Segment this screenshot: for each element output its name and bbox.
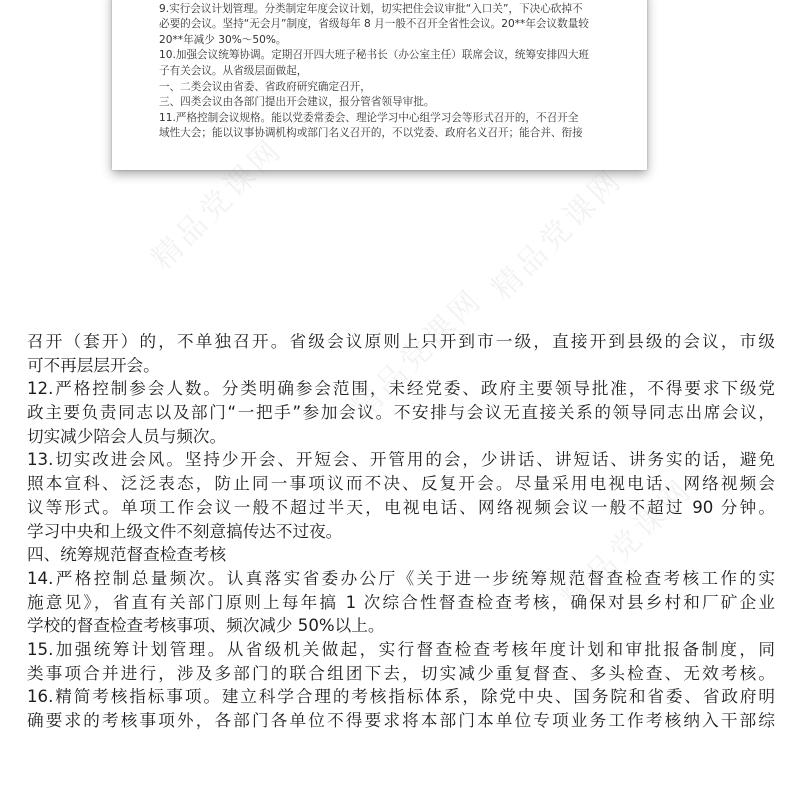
- preview-line: 一、二类会议由省委、省政府研究确定召开，: [159, 80, 371, 93]
- body-line: 政主要负责同志以及部门“一把手”参加会议。不安排与会议无直接关系的领导同志出席会议，: [27, 403, 775, 423]
- body-line: 议等形式。单项工作会议一般不超过半天，电视电话、网络视频会议一般不超过 90 分钟。: [27, 497, 775, 517]
- body-line: 14.严格控制总量频次。认真落实省委办公厅《关于进一步统筹规范督查检查考核工作的实: [27, 568, 775, 588]
- body-line: 12.严格控制参会人数。分类明确参会范围，未经党委、政府主要领导批准，不得要求下级党: [27, 379, 775, 399]
- body-line: 施意见》，省直有关部门原则上每年搞 1 次综合性督查检查考核，确保对县乡村和厂矿企业: [27, 592, 775, 612]
- preview-line: 必要的会议。坚持“无会月”制度，省级每年 8 月一般不召开全省性会议。20**年会议数量较: [159, 18, 589, 31]
- body-line: 15.加强统筹计划管理。从省级机关做起，实行督查检查考核年度计划和审批报备制度，同: [27, 639, 775, 659]
- body-line: 照本宣科、泛泛表态，防止同一事项议而不决、反复开会。尽量采用电视电话、网络视频会: [27, 474, 775, 494]
- section-heading: 四、统筹规范督查检查考核: [27, 545, 227, 565]
- preview-line: 11.严格控制会议规格。能以党委常委会、理论学习中心组学习会等形式召开的，不召开全: [159, 111, 579, 124]
- body-line: 学习中央和上级文件不刻意搞传达不过夜。: [27, 521, 343, 541]
- preview-line: 9.实行会议计划管理。分类制定年度会议计划，切实把住会议审批“入口关”，下决心砍掉不: [159, 2, 583, 15]
- body-line: 13.切实改进会风。坚持少开会、开短会、开管用的会，少讲话、讲短话、讲务实的话，避免: [27, 450, 775, 470]
- body-line: 16.精简考核指标事项。建立科学合理的考核指标体系，除党中央、国务院和省委、省政府明: [27, 687, 775, 707]
- body-line: 学校的督查检查考核事项、频次减少 50%以上。: [27, 616, 385, 636]
- document-preview-card: [112, 0, 647, 170]
- preview-line: 三、四类会议由各部门提出开会建议，报分管省领导审批。: [159, 96, 435, 109]
- preview-line: 10.加强会议统筹协调。定期召开四大班子秘书长（办公室主任）联席会议，统筹安排四大班: [159, 49, 590, 62]
- preview-text-block: [159, 0, 604, 142]
- watermark-text: 精品党课网: [554, 471, 700, 617]
- body-line: 可不再层层开会。: [27, 355, 160, 375]
- preview-line: 20**年减少 30%～50%。: [159, 33, 287, 46]
- preview-line: 子有关会议。从省级层面做起，: [159, 64, 308, 77]
- preview-line: 域性大会；能以议事协调机构或部门名义召开的，不以党委、政府名义召开；能合并、衔接: [159, 127, 583, 140]
- watermark-text: 精品党课网: [484, 161, 630, 307]
- document-body: [27, 330, 777, 733]
- body-line: 类事项合并进行，涉及多部门的联合组团下去，切实减少重复督查、多头检查、无效考核。: [27, 663, 775, 683]
- watermark-text: 精品党课网: [144, 131, 290, 277]
- body-line: 召开（套开）的，不单独召开。省级会议原则上只开到市一级，直接开到县级的会议，市级: [27, 332, 775, 351]
- body-line: 确要求的考核事项外，各部门各单位不得要求将本部门本单位专项业务工作考核纳入干部综: [27, 711, 775, 730]
- watermark-text: 精品党课网: [344, 281, 490, 427]
- body-line: 切实减少陪会人员与频次。: [27, 426, 227, 446]
